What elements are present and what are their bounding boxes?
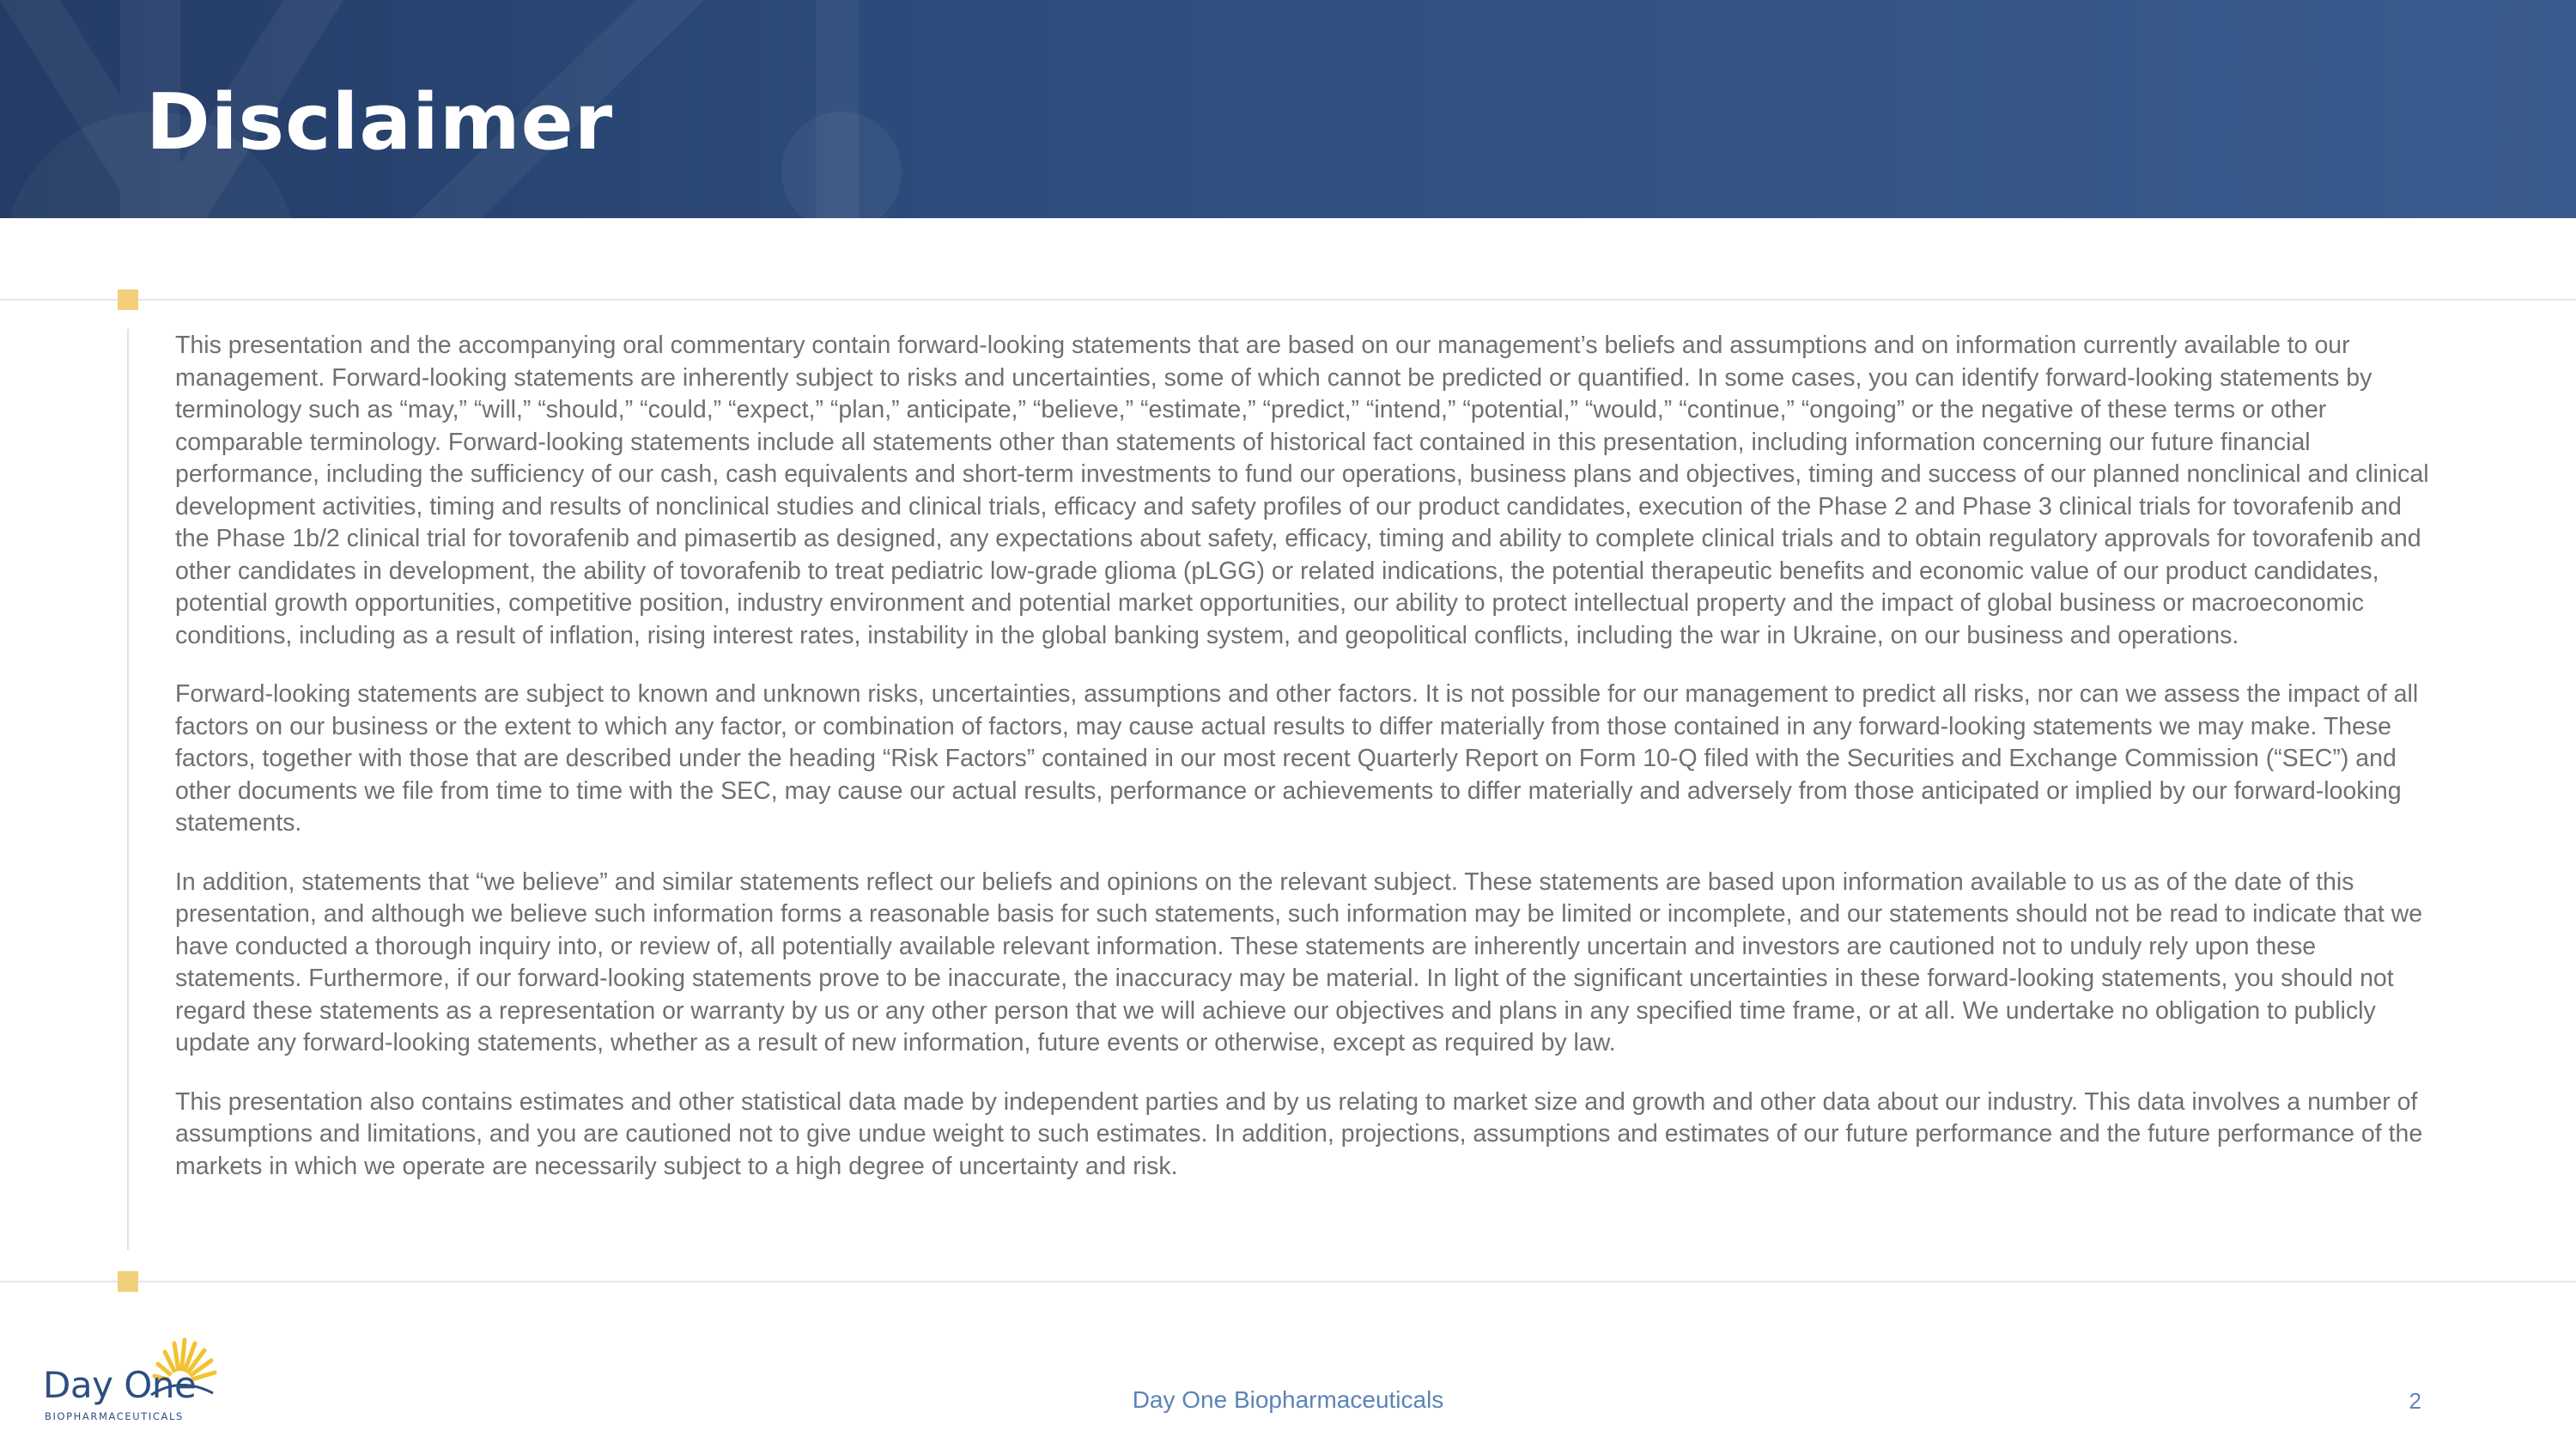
page-title: Disclaimer [146, 77, 614, 167]
page-number: 2 [2409, 1388, 2421, 1414]
accent-marker-top [118, 289, 138, 310]
top-divider [0, 299, 2576, 301]
accent-marker-bottom [118, 1271, 138, 1292]
logo-wordmark: Day One [43, 1364, 197, 1406]
footer-company-name: Day One Biopharmaceuticals [1132, 1386, 1444, 1413]
disclaimer-body [175, 330, 2442, 1209]
bottom-divider [0, 1281, 2576, 1282]
disclaimer-paragraph: This presentation also contains estimates and other statistical data made by independent parties and by us relating to market size and growth and other data about our industry. This data involves a number of assumptions and limitations, and you are cautioned not to give undue weight to such estimates. In addition, projections, assumptions and estimates of our future performance and the future performance of the markets in which we operate are necessarily subject to a high degree of uncertainty and risk. [175, 1087, 2423, 1180]
content-side-line [127, 329, 129, 1250]
disclaimer-paragraph: This presentation and the accompanying oral commentary contain forward-looking statements that are based on our management’s beliefs and assumptions and on information currently available to our management. Forward-looking statements are inherently subject to risks and uncertainties, some of which cannot be predicted or quantified. In some cases, you can identify forward-looking statements by terminology such as “may,” “will,” “should,” “could,” “expect,” “plan,” anticipate,” “believe,” “estimate,” “predict,” “intend,” “potential,” “would,” “continue,” “ongoing” or the negative of these terms or other comparable terminology. Forward-looking statements include all statements other than statements of historical fact contained in this presentation, including information concerning our future financial performance, including the sufficiency of our cash, cash equivalents and short-term investments to fund our operations, business plans and objectives, timing and success of our planned nonclinical and clinical development activities, timing and results of nonclinical studies and clinical trials, efficacy and safety profiles of our product candidates, execution of the Phase 2 and Phase 3 clinical trials for tovorafenib and the Phase 1b/2 clinical trial for tovorafenib and pimasertib as designed, any expectations about safety, efficacy, timing and ability to complete clinical trials and to obtain regulatory approvals for tovorafenib and other candidates in development, the ability of tovorafenib to treat pediatric low-grade glioma (pLGG) or related indications, the potential therapeutic benefits and economic value of our product candidates, potential growth opportunities, competitive position, industry environment and potential market opportunities, our ability to protect intellectual property and the impact of global business or macroeconomic conditions, including as a result of inflation, rising interest rates, instability in the global banking system, and geopolitical conflicts, including the war in Ukraine, on our business and operations. [175, 332, 2429, 649]
logo-tagline: BIOPHARMACEUTICALS [45, 1410, 184, 1422]
disclaimer-paragraph: In addition, statements that “we believe” and similar statements reflect our beliefs and opinions on the relevant subject. These statements are based upon information available to us as of the date of this presentation, and although we believe such information forms a reasonable basis for such statements, such information may be limited or incomplete, and our statements should not be read to indicate that we have conducted a thorough inquiry into, or review of, all potentially available relevant information. These statements are inherently uncertain and investors are cautioned not to unduly rely upon these statements. Furthermore, if our forward-looking statements prove to be inaccurate, the inaccuracy may be material. In light of the significant uncertainties in these forward-looking statements, you should not regard these statements as a representation or warranty by us or any other person that we will achieve our objectives and plans in any specified time frame, or at all. We undertake no obligation to publicly update any forward-looking statements, whether as a result of new information, future events or otherwise, except as required by law. [175, 868, 2423, 1056]
disclaimer-paragraph: Forward-looking statements are subject to known and unknown risks, uncertainties, assumptions and other factors. It is not possible for our management to predict all risks, nor can we assess the impact of all factors on our business or the extent to which any factor, or combination of factors, may cause actual results to differ materially from those contained in any forward-looking statements we may make. These factors, together with those that are described under the heading “Risk Factors” contained in our most recent Quarterly Report on Form 10-Q filed with the Securities and Exchange Commission (“SEC”) and other documents we file from time to time with the SEC, may cause our actual results, performance or achievements to differ materially and adversely from those anticipated or implied by our forward-looking statements. [175, 680, 2419, 837]
title-banner [0, 0, 2576, 218]
company-logo [41, 1333, 230, 1428]
